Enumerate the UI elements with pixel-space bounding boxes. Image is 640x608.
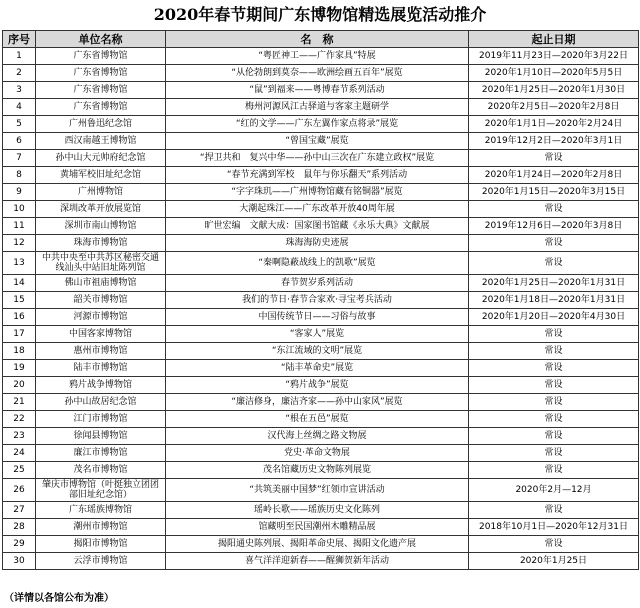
cell-date: 常设 [469, 235, 639, 252]
cell-name: “鼠”到福来——粤博春节系列活动 [166, 82, 469, 99]
cell-name: 梅州河源风江古驿道与客家主题研学 [166, 99, 469, 116]
table-row [3, 65, 639, 82]
table-row [3, 218, 639, 235]
cell-unit: 广州博物馆 [36, 184, 166, 201]
cell-index: 23 [3, 428, 36, 445]
cell-date: 2020年1月1日—2020年2月24日 [469, 116, 639, 133]
table-row [3, 99, 639, 116]
table-row [3, 252, 639, 275]
cell-index: 5 [3, 116, 36, 133]
cell-unit: 广东省博物馆 [36, 48, 166, 65]
cell-name: 党史·革命文物展 [166, 445, 469, 462]
cell-date: 2020年1月25日—2020年1月31日 [469, 275, 639, 292]
cell-name: 珠海海防史迹展 [166, 235, 469, 252]
cell-index: 17 [3, 326, 36, 343]
cell-date: 2020年1月25日 [469, 553, 639, 570]
cell-unit: 中国客家博物馆 [36, 326, 166, 343]
table-row [3, 201, 639, 218]
table-row [3, 360, 639, 377]
cell-index: 28 [3, 519, 36, 536]
cell-name: 揭阳通史陈列展、揭阳革命史展、揭阳文化遗产展 [166, 536, 469, 553]
cell-date: 常设 [469, 252, 639, 275]
cell-unit: 广东省博物馆 [36, 82, 166, 99]
cell-name: “陆丰革命史”展览 [166, 360, 469, 377]
cell-unit: 潮州市博物馆 [36, 519, 166, 536]
table-row [3, 167, 639, 184]
cell-name: “客家人”展览 [166, 326, 469, 343]
cell-date: 2019年12月6日—2020年3月8日 [469, 218, 639, 235]
cell-index: 13 [3, 252, 36, 275]
cell-date: 常设 [469, 428, 639, 445]
cell-name: “东江流域的文明”展览 [166, 343, 469, 360]
cell-date: 常设 [469, 462, 639, 479]
cell-unit: 徐闻县博物馆 [36, 428, 166, 445]
header-date: 起止日期 [469, 31, 639, 48]
cell-date: 常设 [469, 360, 639, 377]
cell-unit: 孙中山大元帅府纪念馆 [36, 150, 166, 167]
table-row [3, 184, 639, 201]
cell-date: 2018年10月1日—2020年12月31日 [469, 519, 639, 536]
exhibition-table [2, 30, 639, 570]
cell-index: 6 [3, 133, 36, 150]
cell-name: “秦啊隐蔽战线上的凯歌”展览 [166, 252, 469, 275]
cell-name: “春节充满到军校 鼠年与你乐翻天”系列活动 [166, 167, 469, 184]
cell-unit: 西汉南越王博物馆 [36, 133, 166, 150]
cell-unit: 深圳改革开放展览馆 [36, 201, 166, 218]
table-row [3, 536, 639, 553]
cell-name: 瑶岭长歌——瑶族历史文化陈列 [166, 502, 469, 519]
cell-date: 2019年12月2日—2020年3月1日 [469, 133, 639, 150]
cell-date: 常设 [469, 343, 639, 360]
cell-unit: 黄埔军校旧址纪念馆 [36, 167, 166, 184]
cell-unit: 廉江市博物馆 [36, 445, 166, 462]
page-title: 2020年春节期间广东博物馆精选展览活动推介 [153, 5, 487, 24]
cell-unit: 广东省博物馆 [36, 99, 166, 116]
cell-index: 12 [3, 235, 36, 252]
cell-name: 茂名馆藏历史文物陈列展览 [166, 462, 469, 479]
cell-date: 常设 [469, 502, 639, 519]
table-row [3, 462, 639, 479]
table-row [3, 394, 639, 411]
cell-index: 10 [3, 201, 36, 218]
table-row [3, 150, 639, 167]
cell-index: 2 [3, 65, 36, 82]
cell-date: 2019年11月23日—2020年3月22日 [469, 48, 639, 65]
cell-unit: 广东瑶族博物馆 [36, 502, 166, 519]
cell-date: 常设 [469, 326, 639, 343]
cell-date: 2020年1月24日—2020年2月8日 [469, 167, 639, 184]
cell-index: 29 [3, 536, 36, 553]
cell-date: 2020年1月25日—2020年1月30日 [469, 82, 639, 99]
cell-date: 常设 [469, 201, 639, 218]
cell-index: 14 [3, 275, 36, 292]
cell-name: 我们的节日·春节合家欢·寻宝考兵活动 [166, 292, 469, 309]
cell-index: 26 [3, 479, 36, 502]
table-row [3, 502, 639, 519]
table-row [3, 326, 639, 343]
cell-unit: 深圳市南山博物馆 [36, 218, 166, 235]
cell-index: 16 [3, 309, 36, 326]
cell-name: “根在五邑”展览 [166, 411, 469, 428]
table-row [3, 133, 639, 150]
cell-name: “红的文学——广东左翼作家点将录”展览 [166, 116, 469, 133]
cell-name: 汉代海上丝绸之路文物展 [166, 428, 469, 445]
cell-name: 馆藏明至民国潮州木雕精品展 [166, 519, 469, 536]
cell-name: “鸦片战争”展览 [166, 377, 469, 394]
header-unit: 单位名称 [36, 31, 166, 48]
cell-index: 4 [3, 99, 36, 116]
header-index: 序号 [3, 31, 36, 48]
table-row [3, 377, 639, 394]
cell-unit: 肇庆市博物馆（叶挺独立团团部旧址纪念馆） [36, 479, 166, 502]
cell-index: 24 [3, 445, 36, 462]
footnote: （详情以各馆公布为准） [4, 593, 114, 604]
cell-name: “共筑美丽中国梦”红领巾宣讲活动 [166, 479, 469, 502]
cell-unit: 广州鲁迅纪念馆 [36, 116, 166, 133]
table-row [3, 82, 639, 99]
table-header-row [3, 31, 639, 48]
cell-date: 2020年1月20日—2020年4月30日 [469, 309, 639, 326]
table-row [3, 445, 639, 462]
table-row [3, 343, 639, 360]
table-row [3, 411, 639, 428]
table-row [3, 292, 639, 309]
cell-unit: 孙中山故居纪念馆 [36, 394, 166, 411]
cell-name: 喜气洋洋迎新春——醒狮贺新年活动 [166, 553, 469, 570]
cell-unit: 陆丰市博物馆 [36, 360, 166, 377]
table-row [3, 428, 639, 445]
cell-index: 3 [3, 82, 36, 99]
cell-date: 2020年1月10日—2020年5月5日 [469, 65, 639, 82]
cell-unit: 佛山市祖庙博物馆 [36, 275, 166, 292]
cell-name: 中国传统节日——习俗与故事 [166, 309, 469, 326]
cell-index: 11 [3, 218, 36, 235]
cell-date: 2020年2月5日—2020年2月8日 [469, 99, 639, 116]
cell-unit: 中共中央至中共苏区秘密交通线汕头中站旧址陈列馆 [36, 252, 166, 275]
cell-name: “廉洁修身，廉洁齐家——孙中山家风”展览 [166, 394, 469, 411]
cell-name: 春节贺岁系列活动 [166, 275, 469, 292]
table-row [3, 48, 639, 65]
cell-unit: 茂名市博物馆 [36, 462, 166, 479]
table-row [3, 309, 639, 326]
cell-index: 8 [3, 167, 36, 184]
cell-date: 常设 [469, 445, 639, 462]
cell-name: 大潮起珠江——广东改革开放40周年展 [166, 201, 469, 218]
cell-unit: 广东省博物馆 [36, 65, 166, 82]
cell-unit: 鸦片战争博物馆 [36, 377, 166, 394]
cell-unit: 揭阳市博物馆 [36, 536, 166, 553]
table-body [3, 48, 639, 570]
cell-unit: 河源市博物馆 [36, 309, 166, 326]
table-row [3, 275, 639, 292]
cell-name: “字字珠玑——广州博物馆藏有铭铜器”展览 [166, 184, 469, 201]
header-name: 名 称 [166, 31, 469, 48]
cell-date: 常设 [469, 536, 639, 553]
table-row [3, 479, 639, 502]
cell-date: 常设 [469, 411, 639, 428]
cell-name: “从伦勃朗到莫奈——欧洲绘画五百年”展览 [166, 65, 469, 82]
cell-index: 1 [3, 48, 36, 65]
cell-name: “捍卫共和 复兴中华——孙中山三次在广东建立政权”展览 [166, 150, 469, 167]
cell-index: 7 [3, 150, 36, 167]
cell-name: 旷世宏编 文献大成：国家图书馆藏《永乐大典》文献展 [166, 218, 469, 235]
cell-name: “粤匠神工——广作家具”特展 [166, 48, 469, 65]
cell-index: 25 [3, 462, 36, 479]
cell-name: “曾国宝藏”展览 [166, 133, 469, 150]
cell-date: 常设 [469, 377, 639, 394]
cell-index: 21 [3, 394, 36, 411]
cell-index: 20 [3, 377, 36, 394]
cell-index: 19 [3, 360, 36, 377]
cell-date: 2020年2月—12月 [469, 479, 639, 502]
table-row [3, 116, 639, 133]
cell-index: 22 [3, 411, 36, 428]
cell-index: 18 [3, 343, 36, 360]
cell-index: 15 [3, 292, 36, 309]
cell-date: 2020年1月18日—2020年1月31日 [469, 292, 639, 309]
cell-date: 2020年1月15日—2020年3月15日 [469, 184, 639, 201]
cell-unit: 江门市博物馆 [36, 411, 166, 428]
cell-index: 9 [3, 184, 36, 201]
cell-index: 30 [3, 553, 36, 570]
table-row [3, 553, 639, 570]
cell-unit: 云浮市博物馆 [36, 553, 166, 570]
cell-unit: 珠海市博物馆 [36, 235, 166, 252]
table-row [3, 235, 639, 252]
cell-date: 常设 [469, 394, 639, 411]
cell-unit: 韶关市博物馆 [36, 292, 166, 309]
cell-unit: 惠州市博物馆 [36, 343, 166, 360]
cell-index: 27 [3, 502, 36, 519]
cell-date: 常设 [469, 150, 639, 167]
table-row [3, 519, 639, 536]
